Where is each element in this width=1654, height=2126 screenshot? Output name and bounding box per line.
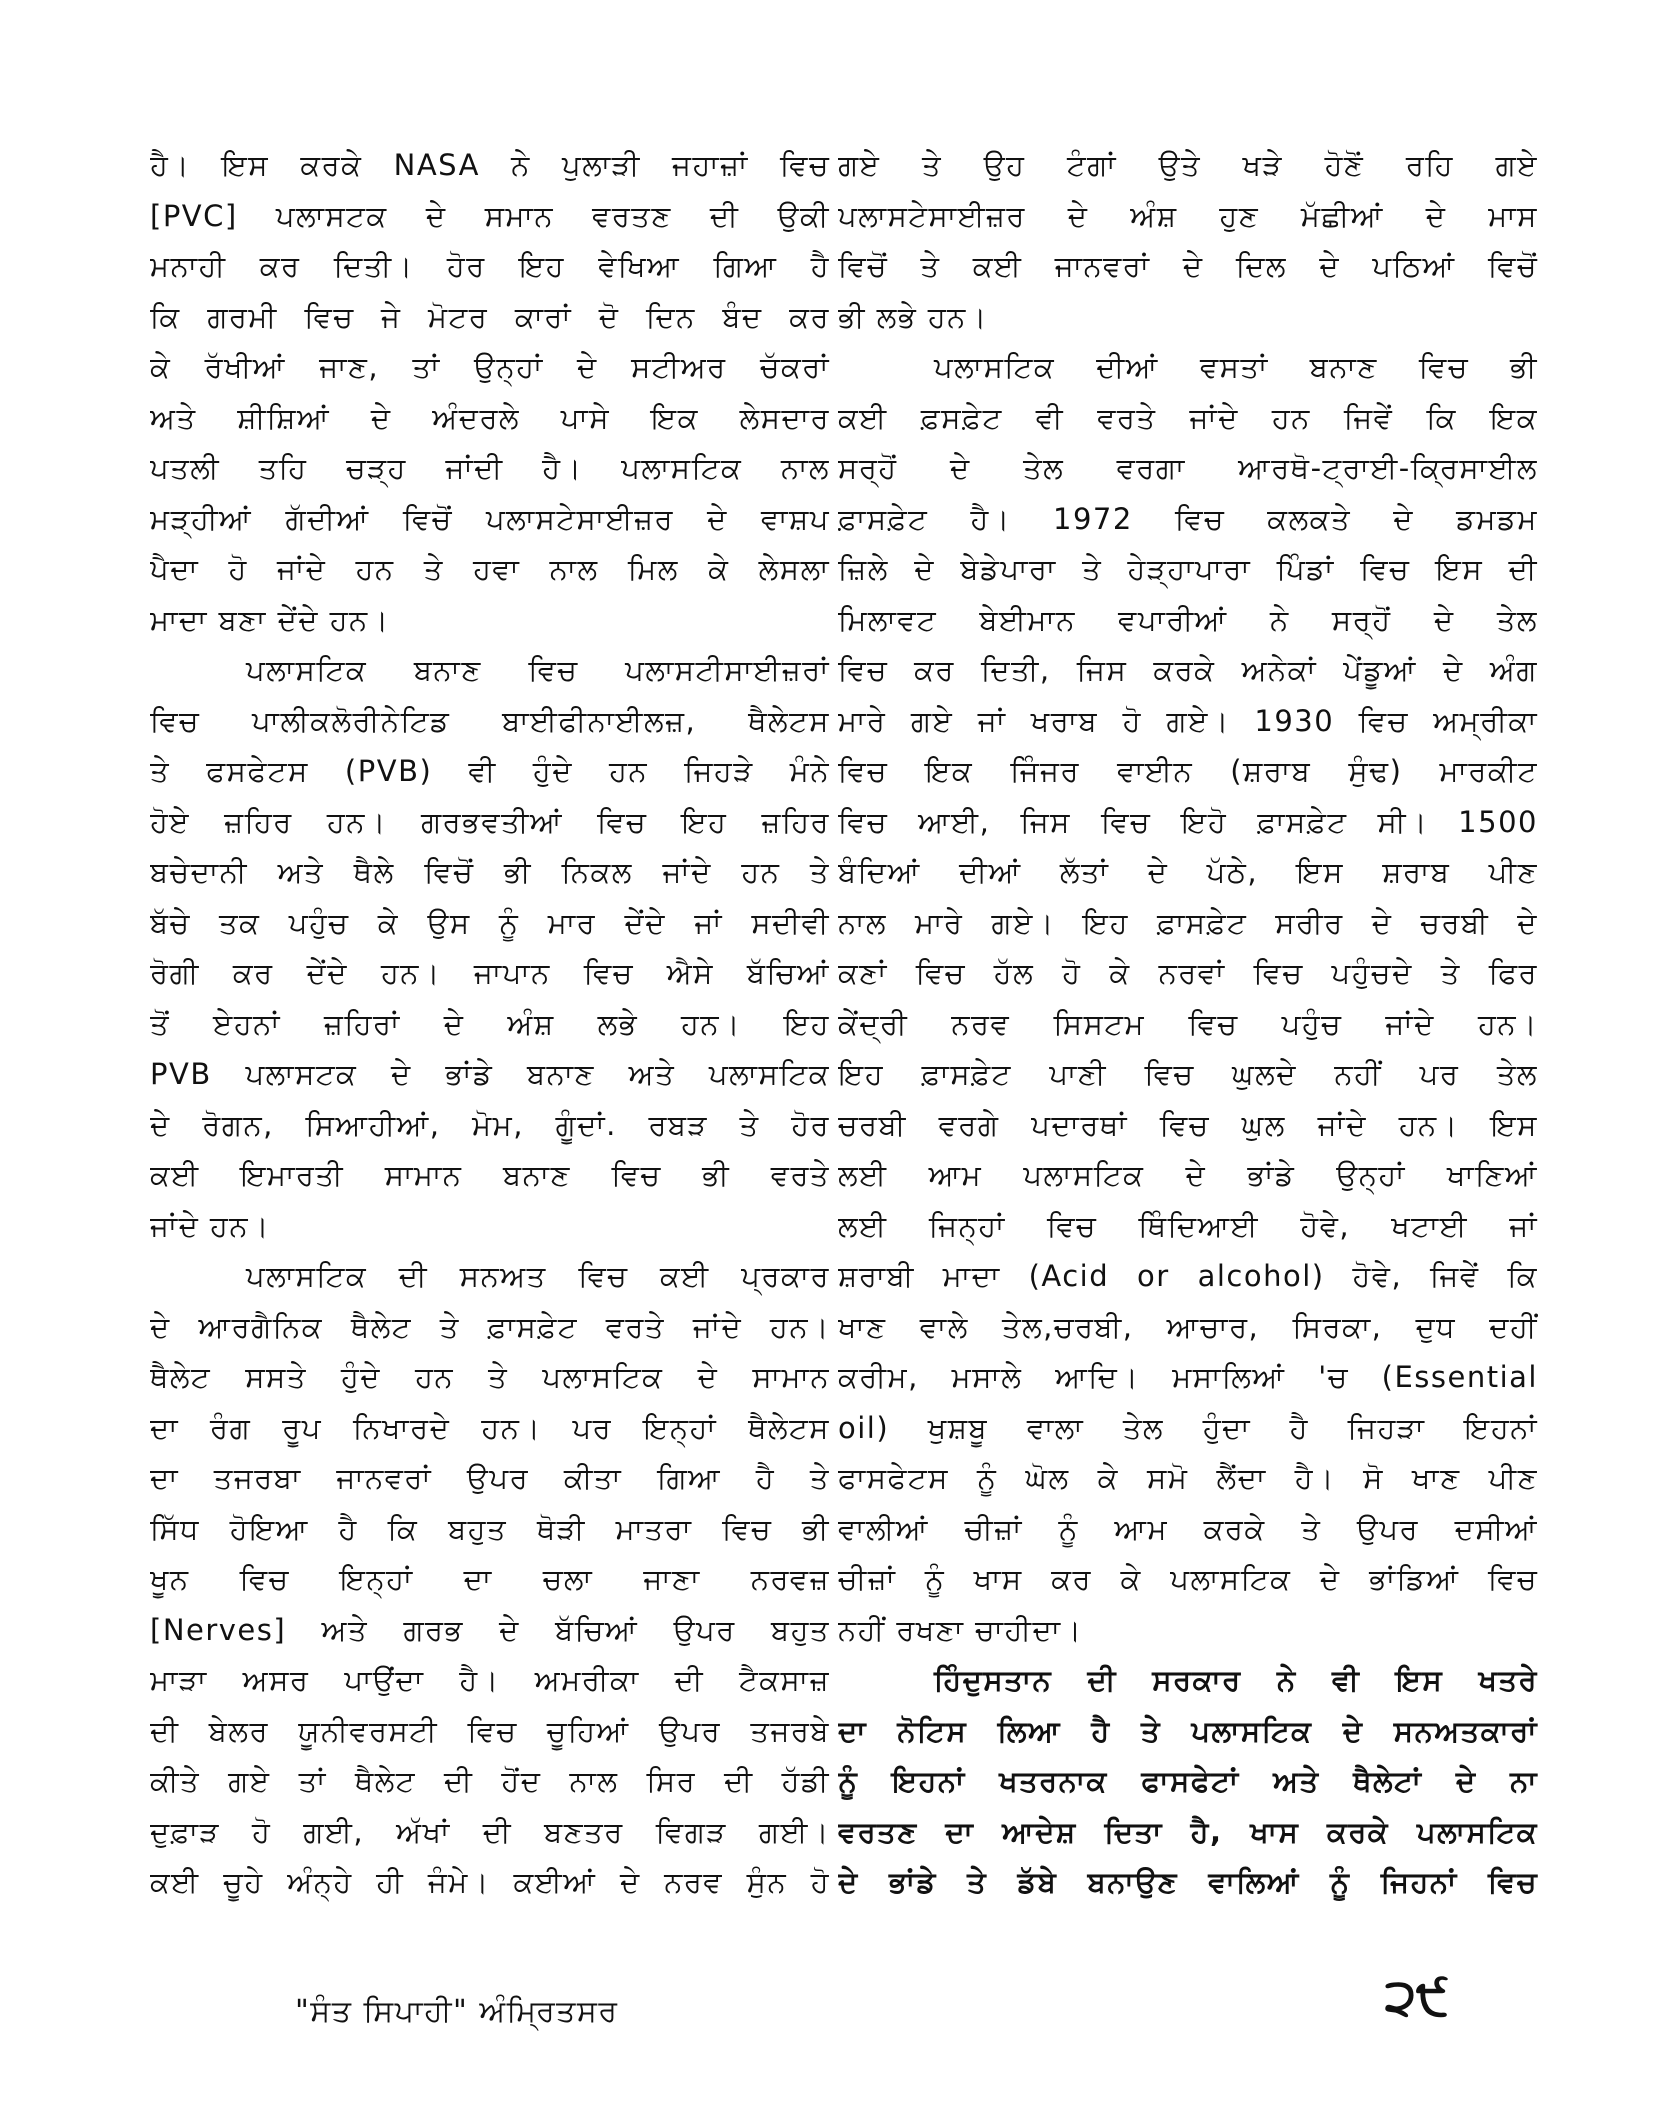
text-line: ਦੇ ਆਰਗੈਨਿਕ ਥੈਲੇਟ ਤੇ ਫ਼ਾਸਫ਼ੇਟ ਵਰਤੇ ਜਾਂਦੇ ਹਨ। [150, 1309, 830, 1344]
text-line: ਨਾਲ ਮਾਰੇ ਗਏ। ਇਹ ਫ਼ਾਸਫ਼ੇਟ ਸਰੀਰ ਦੇ ਚਰਬੀ ਦੇ [838, 905, 1538, 940]
text-line: ਵਾਲੀਆਂ ਚੀਜ਼ਾਂ ਨੂੰ ਆਮ ਕਰਕੇ ਤੇ ਉਪਰ ਦਸੀਆਂ [838, 1511, 1538, 1546]
text-line: ਕਰੀਮ, ਮਸਾਲੇ ਆਦਿ। ਮਸਾਲਿਆਂ 'ਚ (Essential [838, 1360, 1538, 1394]
text-line: ਚਰਬੀ ਵਰਗੇ ਪਦਾਰਥਾਂ ਵਿਚ ਘੁਲ ਜਾਂਦੇ ਹਨ। ਇਸ [838, 1107, 1538, 1142]
text-line: ਭੀ ਲਭੇ ਹਨ। [838, 299, 988, 334]
text-line: ਕੇ ਰੱਖੀਆਂ ਜਾਣ, ਤਾਂ ਉਨ੍ਹਾਂ ਦੇ ਸਟੀਅਰ ਚੱਕਰਾਂ [150, 350, 830, 384]
page-number: ੨੯ [1385, 1968, 1449, 2026]
text-line: ਦਾ ਨੋਟਿਸ ਲਿਆ ਹੈ ਤੇ ਪਲਾਸਟਿਕ ਦੇ ਸਨਅਤਕਾਰਾਂ [838, 1713, 1538, 1748]
text-line: ਖਾਣ ਵਾਲੇ ਤੇਲ,ਚਰਬੀ, ਆਚਾਰ, ਸਿਰਕਾ, ਦੁਧ ਦਹੀਂ [838, 1309, 1538, 1344]
text-line: ਪਤਲੀ ਤਹਿ ਚੜ੍ਹ ਜਾਂਦੀ ਹੈ। ਪਲਾਸਟਿਕ ਨਾਲ [150, 451, 830, 485]
text-line: ਜ਼ਿਲੇ ਦੇ ਬੇਡੇਪਾਰਾ ਤੇ ਹੇੜ੍ਹਾਪਾਰਾ ਪਿੰਡਾਂ ਵਿਚ ਇਸ ਦੀ [838, 552, 1538, 586]
text-line: ਬੱਚੇ ਤਕ ਪਹੁੰਚ ਕੇ ਉਸ ਨੂੰ ਮਾਰ ਦੇਂਦੇ ਜਾਂ ਸਦੀਵੀ [150, 905, 830, 940]
text-line: ਲਈ ਜਿਨ੍ਹਾਂ ਵਿਚ ਥਿੰਦਿਆਈ ਹੋਵੇ, ਖਟਾਈ ਜਾਂ [838, 1208, 1538, 1243]
text-line: ਅਤੇ ਸ਼ੀਸ਼ਿਆਂ ਦੇ ਅੰਦਰਲੇ ਪਾਸੇ ਇਕ ਲੇਸਦਾਰ [150, 400, 830, 435]
text-line: ਮਨਾਹੀ ਕਰ ਦਿਤੀ। ਹੋਰ ਇਹ ਵੇਖਿਆ ਗਿਆ ਹੈ [150, 249, 830, 283]
paragraph [150, 645, 830, 1251]
text-line: [PVC] ਪਲਾਸਟਕ ਦੇ ਸਮਾਨ ਵਰਤਣ ਦੀ ਉਕੀ [150, 198, 830, 233]
footer-publication-name: "ਸੰਤ ਸਿਪਾਹੀ" ਅੰਮ੍ਰਿਤਸਰ [295, 1994, 619, 2029]
text-line: ਤੇ ਫਸਫੇਟਸ (PVB) ਵੀ ਹੁੰਦੇ ਹਨ ਜਿਹੜੇ ਮੰਨੇ [150, 754, 830, 788]
text-line: ਮਾਰੇ ਗਏ ਜਾਂ ਖਰਾਬ ਹੋ ਗਏ। 1930 ਵਿਚ ਅਮ੍ਰੀਕਾ [838, 703, 1538, 738]
text-line: ਨਹੀਂ ਰਖਣਾ ਚਾਹੀਦਾ। [838, 1612, 1083, 1647]
text-line: ਹਿੰਦੁਸਤਾਨ ਦੀ ਸਰਕਾਰ ਨੇ ਵੀ ਇਸ ਖਤਰੇ [934, 1663, 1538, 1697]
paragraph [150, 140, 830, 645]
text-line: ਦੇ ਰੋਗਨ, ਸਿਆਹੀਆਂ, ਮੋਮ, ਗੂੰਦਾਂ. ਰਬੜ ਤੇ ਹੋਰ [150, 1107, 830, 1142]
text-line: ਬੰਦਿਆਂ ਦੀਆਂ ਲੱਤਾਂ ਦੇ ਪੱਠੇ, ਇਸ ਸ਼ਰਾਬ ਪੀਣ [838, 855, 1538, 889]
text-line: ਕਈ ਇਮਾਰਤੀ ਸਾਮਾਨ ਬਨਾਣ ਵਿਚ ਭੀ ਵਰਤੇ [150, 1158, 830, 1192]
text-line: ਵਿਚ ਪਾਲੀਕਲੋਰੀਨੇਟਿਡ ਬਾਈਫੀਨਾਈਲਜ਼, ਥੈਲੇਟਸ [150, 703, 830, 738]
text-line: ਦਾ ਤਜਰਬਾ ਜਾਨਵਰਾਂ ਉਪਰ ਕੀਤਾ ਗਿਆ ਹੈ ਤੇ [150, 1461, 830, 1495]
text-line: ਰੋਗੀ ਕਰ ਦੇਂਦੇ ਹਨ। ਜਾਪਾਨ ਵਿਚ ਐਸੇ ਬੱਚਿਆਂ [150, 956, 830, 990]
text-line: ਫ਼ਾਸਫ਼ੇਟ ਹੈ। 1972 ਵਿਚ ਕਲਕਤੇ ਦੇ ਡਮਡਮ [838, 501, 1538, 536]
text-line: ਕਿ ਗਰਮੀ ਵਿਚ ਜੇ ਮੋਟਰ ਕਾਰਾਂ ਦੋ ਦਿਨ ਬੰਦ ਕਰ [150, 299, 830, 334]
text-line: ਫਾਸਫੇਟਸ ਨੂੰ ਘੋਲ ਕੇ ਸਮੋ ਲੈਂਦਾ ਹੈ। ਸੋ ਖਾਣ ਪੀਣ [838, 1461, 1538, 1495]
text-line: ਦੇ ਭਾਂਡੇ ਤੇ ਡੱਬੇ ਬਨਾਉਣ ਵਾਲਿਆਂ ਨੂੰ ਜਿਹਨਾਂ ਵਿਚ [838, 1865, 1538, 1899]
text-line: ਥੈਲੇਟ ਸਸਤੇ ਹੁੰਦੇ ਹਨ ਤੇ ਪਲਾਸਟਿਕ ਦੇ ਸਾਮਾਨ [150, 1360, 830, 1394]
text-line: ਸਿੱਧ ਹੋਇਆ ਹੈ ਕਿ ਬਹੁਤ ਥੋੜੀ ਮਾਤਰਾ ਵਿਚ ਭੀ [150, 1511, 830, 1546]
text-line: ਇਹ ਫ਼ਾਸਫ਼ੇਟ ਪਾਣੀ ਵਿਚ ਘੁਲਦੇ ਨਹੀਂ ਪਰ ਤੇਲ [838, 1057, 1538, 1091]
text-line: ਵਿਚ ਕਰ ਦਿਤੀ, ਜਿਸ ਕਰਕੇ ਅਨੇਕਾਂ ਪੇਂਡੂਆਂ ਦੇ ਅੰਗ [838, 653, 1538, 687]
text-line: ਕੇਂਦ੍ਰੀ ਨਰਵ ਸਿਸਟਮ ਵਿਚ ਪਹੁੰਚ ਜਾਂਦੇ ਹਨ। [838, 1006, 1538, 1041]
text-line: ਪਲਾਸਟੇਸਾਈਜ਼ਰ ਦੇ ਅੰਸ਼ ਹੁਣ ਮੱਛੀਆਂ ਦੇ ਮਾਸ [838, 198, 1538, 233]
text-line: [Nerves] ਅਤੇ ਗਰਭ ਦੇ ਬੱਚਿਆਂ ਉਪਰ ਬਹੁਤ [150, 1612, 830, 1647]
text-line: ਕਣਾਂ ਵਿਚ ਹੱਲ ਹੋ ਕੇ ਨਰਵਾਂ ਵਿਚ ਪਹੁੰਚਦੇ ਤੇ ਫਿਰ [838, 956, 1538, 990]
text-line: ਮਾੜਾ ਅਸਰ ਪਾਉਂਦਾ ਹੈ। ਅਮਰੀਕਾ ਦੀ ਟੈਕਸਾਜ਼ [150, 1663, 830, 1697]
text-line: ਤੋਂ ਏਹਨਾਂ ਜ਼ਹਿਰਾਂ ਦੇ ਅੰਸ਼ ਲਭੇ ਹਨ। ਇਹ [150, 1006, 830, 1041]
text-line: oil) ਖੁਸ਼ਬੂ ਵਾਲਾ ਤੇਲ ਹੁੰਦਾ ਹੈ ਜਿਹੜਾ ਇਹਨਾਂ [838, 1410, 1538, 1445]
text-line: ਕਈ ਫ਼ਸਫ਼ੇਟ ਵੀ ਵਰਤੇ ਜਾਂਦੇ ਹਨ ਜਿਵੇਂ ਕਿ ਇਕ [838, 400, 1538, 435]
text-line: ਲਈ ਆਮ ਪਲਾਸਟਿਕ ਦੇ ਭਾਂਡੇ ਉਨ੍ਹਾਂ ਖਾਣਿਆਂ [838, 1158, 1538, 1192]
text-line: ਖੂਨ ਵਿਚ ਇਨ੍ਹਾਂ ਦਾ ਚਲਾ ਜਾਣਾ ਨਰਵਜ਼ [150, 1562, 830, 1596]
paragraph [150, 1251, 830, 1908]
paragraph [838, 342, 1538, 1655]
text-line: ਸਰ੍ਹੋਂ ਦੇ ਤੇਲ ਵਰਗਾ ਆਰਥੋ-ਟ੍ਰਾਈ-ਕ੍ਰਿਸਾਈਲ [838, 451, 1538, 485]
left-column [150, 140, 830, 1908]
text-line: ਜਾਂਦੇ ਹਨ। [150, 1208, 271, 1243]
right-column [838, 140, 1538, 1908]
text-line: ਸ਼ਰਾਬੀ ਮਾਦਾ (Acid or alcohol) ਹੋਵੇ, ਜਿਵੇਂ ਕਿ [838, 1259, 1538, 1293]
text-line: ਵਿਚੋਂ ਤੇ ਕਈ ਜਾਨਵਰਾਂ ਦੇ ਦਿਲ ਦੇ ਪਠਿਆਂ ਵਿਚੋਂ [838, 249, 1538, 283]
text-line: ਦੁਫ਼ਾੜ ਹੋ ਗਈ, ਅੱਖਾਂ ਦੀ ਬਣਤਰ ਵਿਗੜ ਗਈ। [150, 1814, 830, 1849]
text-line: ਨੂੰ ਇਹਨਾਂ ਖਤਰਨਾਕ ਫਾਸਫੇਟਾਂ ਅਤੇ ਥੈਲੇਟਾਂ ਦੇ ਨਾ [838, 1764, 1538, 1798]
text-line: ਹੈ। ਇਸ ਕਰਕੇ NASA ਨੇ ਪੁਲਾੜੀ ਜਹਾਜ਼ਾਂ ਵਿਚ [150, 148, 830, 182]
text-line: ਵਿਚ ਇਕ ਜਿੰਜਰ ਵਾਈਨ (ਸ਼ਰਾਬ ਸੁੰਢ) ਮਾਰਕੀਟ [838, 754, 1538, 788]
text-line: ਮੜ੍ਹੀਆਂ ਗੱਦੀਆਂ ਵਿਚੋਂ ਪਲਾਸਟੇਸਾਈਜ਼ਰ ਦੇ ਵਾਸ਼ਪ [150, 501, 830, 536]
text-line: ਵਰਤਣ ਦਾ ਆਦੇਸ਼ ਦਿਤਾ ਹੈ, ਖਾਸ ਕਰਕੇ ਪਲਾਸਟਿਕ [838, 1814, 1538, 1849]
text-line: ਕਈ ਚੂਹੇ ਅੰਨ੍ਹੇ ਹੀ ਜੰਮੇ। ਕਈਆਂ ਦੇ ਨਰਵ ਸੁੰਨ ਹੋ [150, 1865, 830, 1899]
paragraph [838, 1655, 1538, 1908]
text-line: PVB ਪਲਾਸਟਕ ਦੇ ਭਾਂਡੇ ਬਨਾਣ ਅਤੇ ਪਲਾਸਟਿਕ [150, 1057, 830, 1091]
paragraph [838, 140, 1538, 342]
text-line: ਹੋਏ ਜ਼ਹਿਰ ਹਨ। ਗਰਭਵਤੀਆਂ ਵਿਚ ਇਹ ਜ਼ਹਿਰ [150, 804, 830, 839]
text-line: ਮਾਦਾ ਬਣਾ ਦੇਂਦੇ ਹਨ। [150, 602, 390, 637]
text-line: ਕੀਤੇ ਗਏ ਤਾਂ ਥੈਲੇਟ ਦੀ ਹੋਂਦ ਨਾਲ ਸਿਰ ਦੀ ਹੱਡੀ [150, 1764, 830, 1798]
text-line: ਦਾ ਰੰਗ ਰੂਪ ਨਿਖਾਰਦੇ ਹਨ। ਪਰ ਇਨ੍ਹਾਂ ਥੈਲੇਟਸ [150, 1410, 830, 1445]
text-line: ਪਲਾਸਟਿਕ ਬਨਾਣ ਵਿਚ ਪਲਾਸਟੀਸਾਈਜ਼ਰਾਂ [246, 653, 830, 687]
text-line: ਬਚੇਦਾਨੀ ਅਤੇ ਥੈਲੇ ਵਿਚੋਂ ਭੀ ਨਿਕਲ ਜਾਂਦੇ ਹਨ ਤੇ [150, 855, 830, 889]
text-line: ਮਿਲਾਵਟ ਬੇਈਮਾਨ ਵਪਾਰੀਆਂ ਨੇ ਸਰ੍ਹੋਂ ਦੇ ਤੇਲ [838, 602, 1538, 637]
text-line: ਵਿਚ ਆਈ, ਜਿਸ ਵਿਚ ਇਹੋ ਫ਼ਾਸਫ਼ੇਟ ਸੀ। 1500 [838, 804, 1538, 839]
text-line: ਪਲਾਸਟਿਕ ਦੀਆਂ ਵਸਤਾਂ ਬਨਾਣ ਵਿਚ ਭੀ [934, 350, 1538, 384]
text-line: ਪਲਾਸਟਿਕ ਦੀ ਸਨਅਤ ਵਿਚ ਕਈ ਪ੍ਰਕਾਰ [246, 1259, 830, 1293]
text-line: ਗਏ ਤੇ ਉਹ ਟੰਗਾਂ ਉਤੇ ਖੜੇ ਹੋਣੋਂ ਰਹਿ ਗਏ [838, 148, 1538, 182]
text-line: ਪੈਦਾ ਹੋ ਜਾਂਦੇ ਹਨ ਤੇ ਹਵਾ ਨਾਲ ਮਿਲ ਕੇ ਲੇਸਲਾ [150, 552, 830, 586]
text-line: ਚੀਜ਼ਾਂ ਨੂੰ ਖਾਸ ਕਰ ਕੇ ਪਲਾਸਟਿਕ ਦੇ ਭਾਂਡਿਆਂ ਵਿਚ [838, 1562, 1538, 1596]
text-line: ਦੀ ਬੇਲਰ ਯੂਨੀਵਰਸਟੀ ਵਿਚ ਚੂਹਿਆਂ ਉਪਰ ਤਜਰਬੇ [150, 1713, 830, 1748]
